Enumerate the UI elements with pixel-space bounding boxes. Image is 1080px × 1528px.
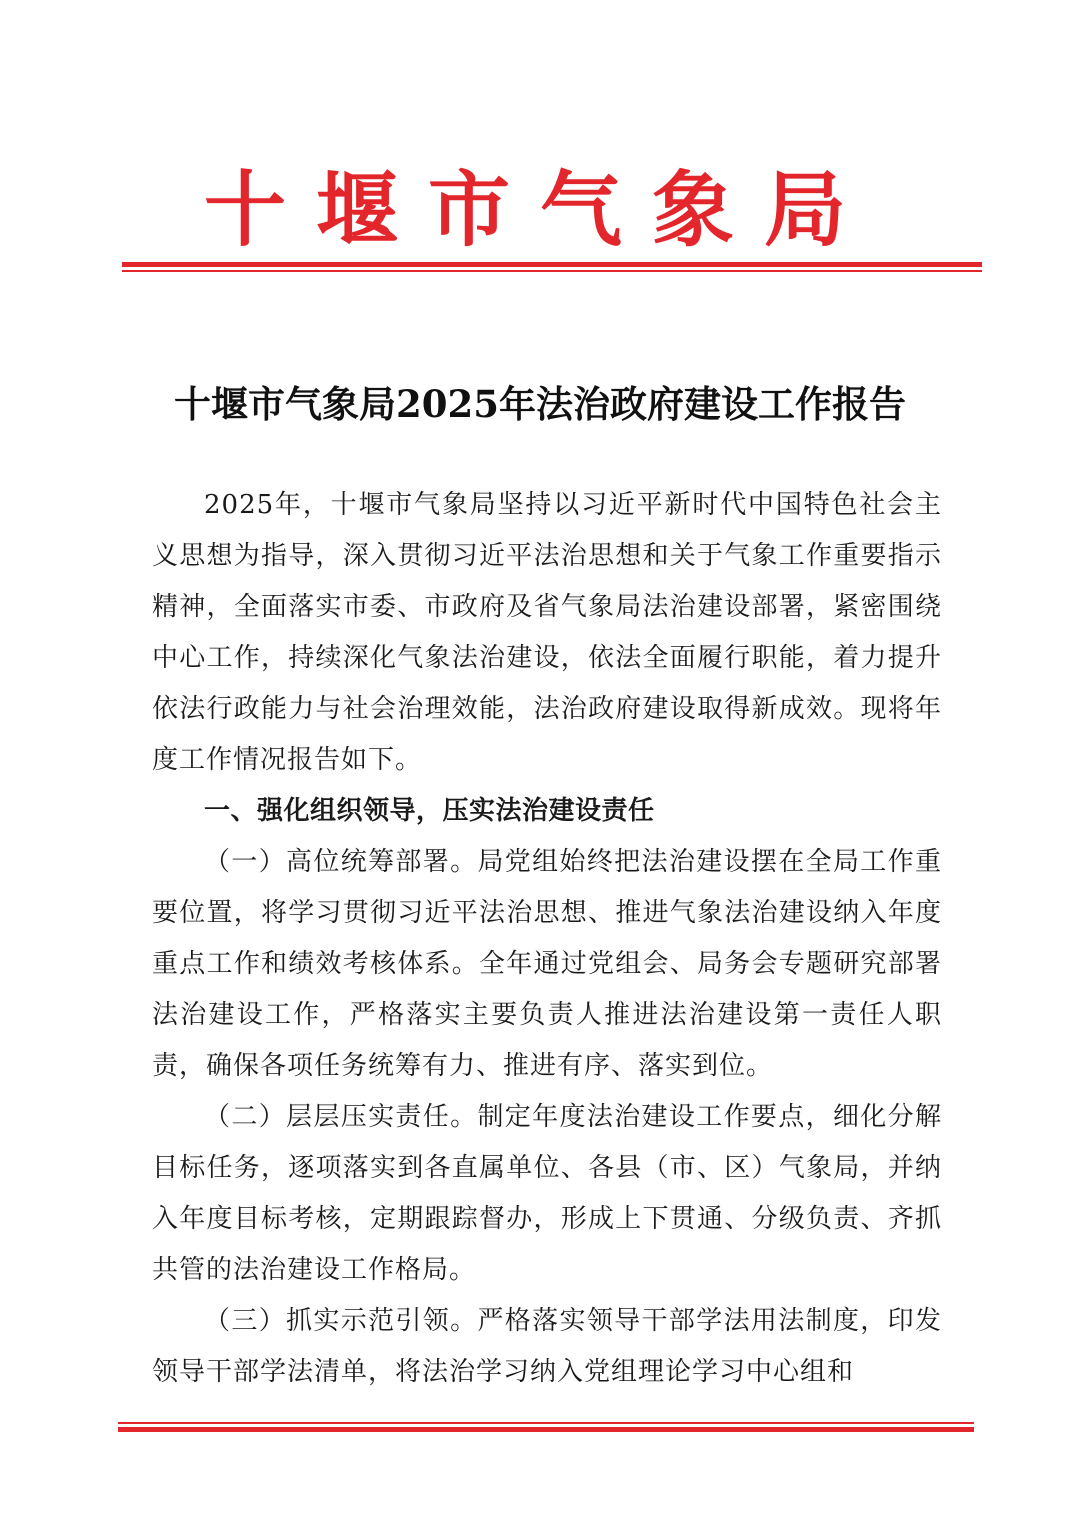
red-rule-thin bbox=[122, 270, 982, 272]
document-body bbox=[152, 480, 942, 1398]
section-heading-1: 一、强化组织领导，压实法治建设责任 bbox=[204, 796, 655, 826]
paragraph-1-1: （一）高位统筹部署。局党组始终把法治建设摆在全局工作重要位置，将学习贯彻习近平法治思想、推进气象法治建设纳入年度重点工作和绩效考核体系。全年通过党组会、局务会专题研究部署法治建设工作，严格落实主要负责人推进法治建设第一责任人职责，确保各项任务统筹有力、推进有序、落实到位。 bbox=[152, 847, 942, 1081]
red-rule-thick bbox=[118, 1427, 974, 1432]
paragraph-1-3: （三）抓实示范引领。严格落实领导干部学法用法制度，印发领导干部学法清单，将法治学习纳入党组理论学习中心组和 bbox=[152, 1306, 942, 1387]
red-rule-thick bbox=[122, 262, 982, 267]
masthead-red-rule bbox=[122, 262, 982, 272]
masthead-org-name: 十堰市气象局 bbox=[203, 162, 876, 258]
paragraph-intro: 2025年，十堰市气象局坚持以习近平新时代中国特色社会主义思想为指导，深入贯彻习近平法治思想和关于气象工作重要指示精神，全面落实市委、市政府及省气象局法治建设部署，紧密围绕中心工作，持续深化气象法治建设，依法全面履行职能，着力提升依法行政能力与社会治理效能，法治政府建设取得新成效。现将年度工作情况报告如下。 bbox=[152, 490, 942, 775]
document-title: 十堰市气象局2025年法治政府建设工作报告 bbox=[174, 382, 906, 426]
red-rule-thin bbox=[118, 1422, 974, 1424]
paragraph-1-2: （二）层层压实责任。制定年度法治建设工作要点，细化分解目标任务，逐项落实到各直属单位、各县（市、区）气象局，并纳入年度目标考核，定期跟踪督办，形成上下贯通、分级负责、齐抓共管的法治建设工作格局。 bbox=[152, 1102, 942, 1285]
footer-red-rule bbox=[118, 1422, 974, 1432]
